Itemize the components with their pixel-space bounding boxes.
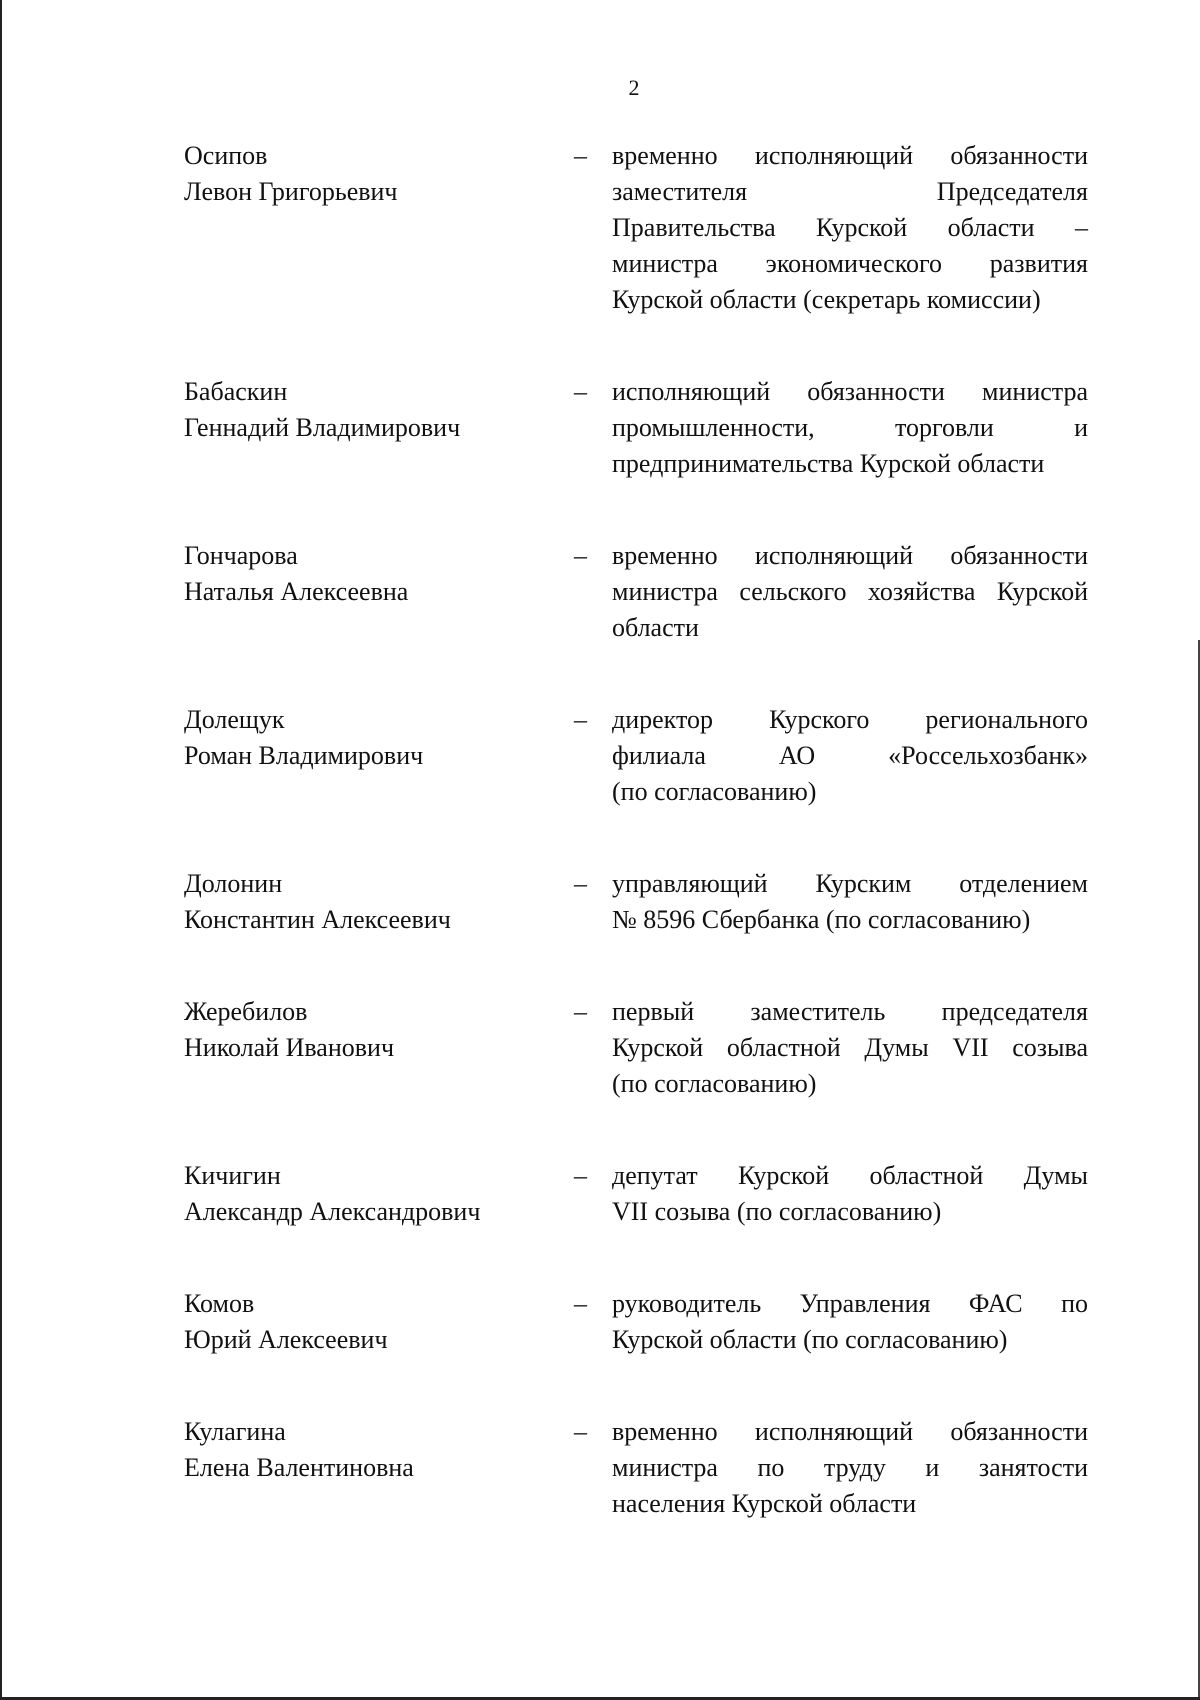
dash-separator: – — [574, 705, 587, 734]
role-line: временно исполняющий обязанности — [612, 541, 1088, 570]
dash-separator: – — [574, 869, 587, 898]
member-given-names: Александр Александрович — [184, 1197, 481, 1226]
role-line: временно исполняющий обязанности — [612, 141, 1088, 170]
member-role — [612, 1286, 1088, 1358]
member-name — [184, 866, 564, 938]
member-surname: Долещук — [184, 705, 285, 734]
role-line: VII созыва (по согласованию) — [612, 1197, 942, 1226]
member-name — [184, 538, 564, 610]
dash-separator: – — [574, 141, 587, 170]
member-role — [612, 1414, 1088, 1522]
role-line: министра экономического развития — [612, 249, 1088, 278]
member-given-names: Елена Валентиновна — [184, 1453, 414, 1482]
dash-separator: – — [574, 1417, 587, 1446]
member-name — [184, 702, 564, 774]
role-line: исполняющий обязанности министра — [612, 377, 1088, 406]
dash-separator: – — [574, 377, 587, 406]
role-line: министра по труду и занятости — [612, 1453, 1088, 1482]
role-line: Правительства Курской области – — [612, 213, 1088, 242]
role-line: области — [612, 613, 699, 642]
member-role — [612, 538, 1088, 646]
role-line: населения Курской области — [612, 1489, 917, 1518]
member-surname: Кулагина — [184, 1417, 286, 1446]
member-surname: Жеребилов — [184, 997, 308, 1026]
member-role — [612, 866, 1088, 938]
member-given-names: Николай Иванович — [184, 1033, 395, 1062]
member-given-names: Константин Алексеевич — [184, 905, 451, 934]
role-line: министра сельского хозяйства Курской — [612, 577, 1088, 606]
page-number: 2 — [628, 75, 640, 100]
member-given-names: Геннадий Владимирович — [184, 413, 461, 442]
role-line: депутат Курской областной Думы — [612, 1161, 1088, 1190]
member-role — [612, 138, 1088, 318]
member-surname: Долонин — [184, 869, 283, 898]
member-given-names: Юрий Алексеевич — [184, 1325, 388, 1354]
member-surname: Гончарова — [184, 541, 298, 570]
role-line: временно исполняющий обязанности — [612, 1417, 1088, 1446]
member-given-names: Наталья Алексеевна — [184, 577, 409, 606]
member-name — [184, 1414, 564, 1486]
member-name — [184, 1158, 564, 1230]
member-surname: Осипов — [184, 141, 268, 170]
member-surname: Кичигин — [184, 1161, 281, 1190]
dash-separator: – — [574, 1289, 587, 1318]
role-line: (по согласованию) — [612, 1069, 817, 1098]
role-line: предпринимательства Курской области — [612, 449, 1045, 478]
role-line: Курской областной Думы VII созыва — [612, 1033, 1088, 1062]
member-surname: Комов — [184, 1289, 255, 1318]
role-line: первый заместитель председателя — [612, 997, 1088, 1026]
role-line: (по согласованию) — [612, 777, 817, 806]
role-line: № 8596 Сбербанка (по согласованию) — [612, 905, 1031, 934]
dash-separator: – — [574, 997, 587, 1026]
member-role — [612, 1158, 1088, 1230]
member-role — [612, 702, 1088, 810]
member-role — [612, 374, 1088, 482]
role-line: промышленности, торговли и — [612, 413, 1088, 442]
member-given-names: Левон Григорьевич — [184, 177, 398, 206]
member-surname: Бабаскин — [184, 377, 288, 406]
role-line: управляющий Курским отделением — [612, 869, 1088, 898]
role-line: Курской области (секретарь комиссии) — [612, 285, 1041, 314]
member-name — [184, 1286, 564, 1358]
role-line: директор Курского регионального — [612, 705, 1088, 734]
member-given-names: Роман Владимирович — [184, 741, 424, 770]
member-name — [184, 138, 564, 210]
dash-separator: – — [574, 1161, 587, 1190]
role-line: руководитель Управления ФАС по — [612, 1289, 1088, 1318]
role-line: филиала АО «Россельхозбанк» — [612, 741, 1088, 770]
role-line: Курской области (по согласованию) — [612, 1325, 1008, 1354]
member-role — [612, 994, 1088, 1102]
member-name — [184, 994, 564, 1066]
dash-separator: – — [574, 541, 587, 570]
role-line: заместителя Председателя — [612, 177, 1088, 206]
member-name — [184, 374, 564, 446]
scan-edge-left — [0, 0, 2, 1700]
